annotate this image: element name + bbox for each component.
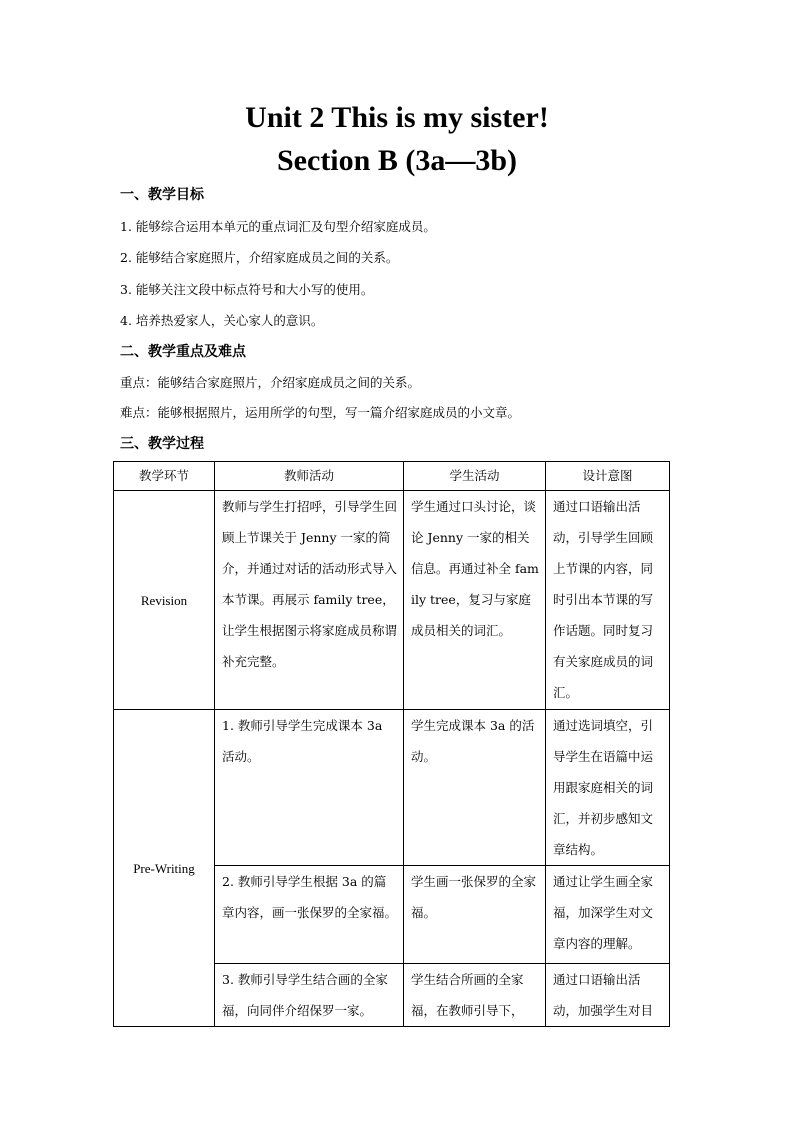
teacher-activity-cell: 2. 教师引导学生根据 3a 的篇章内容，画一张保罗的全家福。 xyxy=(215,866,404,964)
table-header: 学生活动 xyxy=(404,462,546,491)
objective-item: 4. 培养热爱家人，关心家人的意识。 xyxy=(120,313,324,328)
student-activity-cell: 学生画一张保罗的全家福。 xyxy=(404,866,546,964)
table-header: 教师活动 xyxy=(215,462,404,491)
objective-item: 2. 能够结合家庭照片，介绍家庭成员之间的关系。 xyxy=(120,250,399,265)
objective-item: 3. 能够关注文段中标点符号和大小写的使用。 xyxy=(120,282,374,297)
difficult-point-text: 难点：能够根据照片，运用所学的句型，写一篇介绍家庭成员的小文章。 xyxy=(120,405,521,420)
stage-cell: Pre-Writing xyxy=(114,710,215,1027)
design-intent-cell: 通过选词填空，引导学生在语篇中运用跟家庭相关的词汇，并初步感知文章结构。 xyxy=(546,710,670,866)
teacher-activity-cell: 教师与学生打招呼，引导学生回顾上节课关于 Jenny 一家的简介，并通过对话的活动形式导入本节课。再展示 family tree，让学生根据图示将家庭成员称谓补充完整。 xyxy=(215,491,404,710)
section-heading-key-points: 二、教学重点及难点 xyxy=(120,344,246,360)
page-title-line1: Unit 2 This is my sister! xyxy=(245,101,549,134)
table-row xyxy=(114,491,670,710)
student-activity-cell: 学生通过口头讨论，谈论 Jenny 一家的相关信息。再通过补全 family tree，复习与家庭成员相关的词汇。 xyxy=(404,491,546,710)
stage-cell: Revision xyxy=(114,491,215,710)
design-intent-cell: 通过口语输出活动，加强学生对目 xyxy=(546,964,670,1027)
design-intent-cell: 通过让学生画全家福，加深学生对文章内容的理解。 xyxy=(546,866,670,964)
section-heading-process: 三、教学过程 xyxy=(120,436,204,452)
page-title-line2: Section B (3a—3b) xyxy=(277,144,517,177)
table-header-row xyxy=(114,462,670,491)
teacher-activity-cell: 1. 教师引导学生完成课本 3a 活动。 xyxy=(215,710,404,866)
objective-item: 1. 能够综合运用本单元的重点词汇及句型介绍家庭成员。 xyxy=(120,219,436,234)
table-row xyxy=(114,710,670,866)
table-header: 设计意图 xyxy=(546,462,670,491)
teaching-process-table xyxy=(113,461,670,1027)
section-heading-objectives: 一、教学目标 xyxy=(120,187,204,203)
design-intent-cell: 通过口语输出活动，引导学生回顾上节课的内容，同时引出本节课的写作话题。同时复习有关家庭成员的词汇。 xyxy=(546,491,670,710)
table-header: 教学环节 xyxy=(114,462,215,491)
student-activity-cell: 学生结合所画的全家福，在教师引导下， xyxy=(404,964,546,1027)
student-activity-cell: 学生完成课本 3a 的活动。 xyxy=(404,710,546,866)
key-point-text: 重点：能够结合家庭照片，介绍家庭成员之间的关系。 xyxy=(120,375,421,390)
teacher-activity-cell: 3. 教师引导学生结合画的全家福，向同伴介绍保罗一家。 xyxy=(215,964,404,1027)
